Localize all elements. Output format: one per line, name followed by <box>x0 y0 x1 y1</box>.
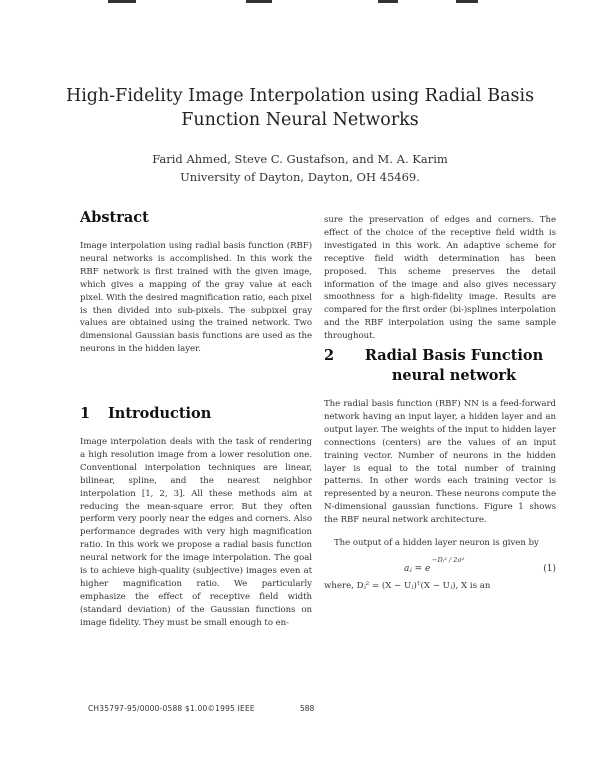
page-number: 588 <box>300 704 315 713</box>
affiliation: University of Dayton, Dayton, OH 45469. <box>180 170 420 184</box>
section-number: 1 <box>80 405 91 422</box>
continuation-text: sure the preservation of edges and corners. The effect of the choice of the receptive field width is investigated in this work. An adaptive scheme for receptive field width determination has been proposed. This scheme preserves the detail information of the image and also gives necessary smoothness for a high-fidelity image. Results are compared for the first order (bi-)splines interpolation and the RBF interpolation using the same sample throughout. <box>324 215 556 342</box>
equation-lhs: aⱼ = e <box>404 563 431 574</box>
abstract-text: Image interpolation using radial basis function (RBF) neural networks is accomplished. In this work the RBF network is first trained with the given image, which gives a mapping of the gray value at each pixel. With the desired magnification ratio, each pixel is then divided into sub-pixels. The subpixel gray values are obtained using the trained network. Two dimensional Gaussian basis functions are used as the neurons in the hidden layer. <box>80 241 312 355</box>
title-line-1: High-Fidelity Image Interpolation using Radial Basis <box>65 86 535 106</box>
left-column <box>80 208 312 356</box>
section-2 <box>324 346 556 593</box>
footer-code: CH35797-95/0000-0588 $1.00©1995 IEEE <box>88 704 255 713</box>
hidden-output-intro: The output of a hidden layer neuron is given by <box>334 538 539 549</box>
author-block <box>40 150 560 186</box>
equation-number: (1) <box>543 563 556 574</box>
abstract-heading: Abstract <box>80 209 149 226</box>
section-2-heading <box>324 346 556 386</box>
introduction-text: Image interpolation deals with the task of rendering a high resolution image from a lower resolution one. Conventional interpolation techniques are linear, bilinear, spline, and the nearest neighbor interpolation [1, 2, 3]. All these methods aim at reducing the mean-square error. But they often perform very poorly near the edges and corners. Also performance degrades with very high magnification ratio. In this work we propose a radial basis function neural network for the image interpolation. The goal is to achieve high-quality (subjective) images even at higher magnification ratio. We particularly emphasize the effect of receptive field width (standard deviation) of the Gaussian functions on image fidelity. They must be small enough to en- <box>80 437 312 628</box>
introduction-heading <box>80 404 312 424</box>
title-line-2: Function Neural Networks <box>181 110 419 130</box>
section-number: 2 <box>324 347 335 364</box>
equation-exponent: −Dⱼ² / 2σ² <box>432 555 465 564</box>
section-title-line-2: neural network <box>391 367 517 384</box>
right-column <box>324 214 556 343</box>
equation-1 <box>324 555 556 578</box>
paper-title <box>40 84 560 132</box>
rbf-description: The radial basis function (RBF) NN is a feed-forward network having an input layer, a hidden layer and an output layer. The weights of the input to hidden layer connections (centers) are the values of an input training vector. Number of neurons in the hidden layer is equal to the total number of training patterns. In other words each training vector is represented by a neuron. These neurons compute the N-dimensional gaussian functions. Figure 1 shows the RBF neural network architecture. <box>324 399 556 526</box>
equation-where: where, Dⱼ² = (X − Uⱼ)ᵀ(X − Uⱼ), X is an <box>324 580 491 591</box>
section-title: Introduction <box>108 405 212 422</box>
introduction-section <box>80 404 312 630</box>
authors: Farid Ahmed, Steve C. Gustafson, and M. A. Karim <box>152 152 448 166</box>
section-title-line-1: Radial Basis Function <box>364 347 544 364</box>
